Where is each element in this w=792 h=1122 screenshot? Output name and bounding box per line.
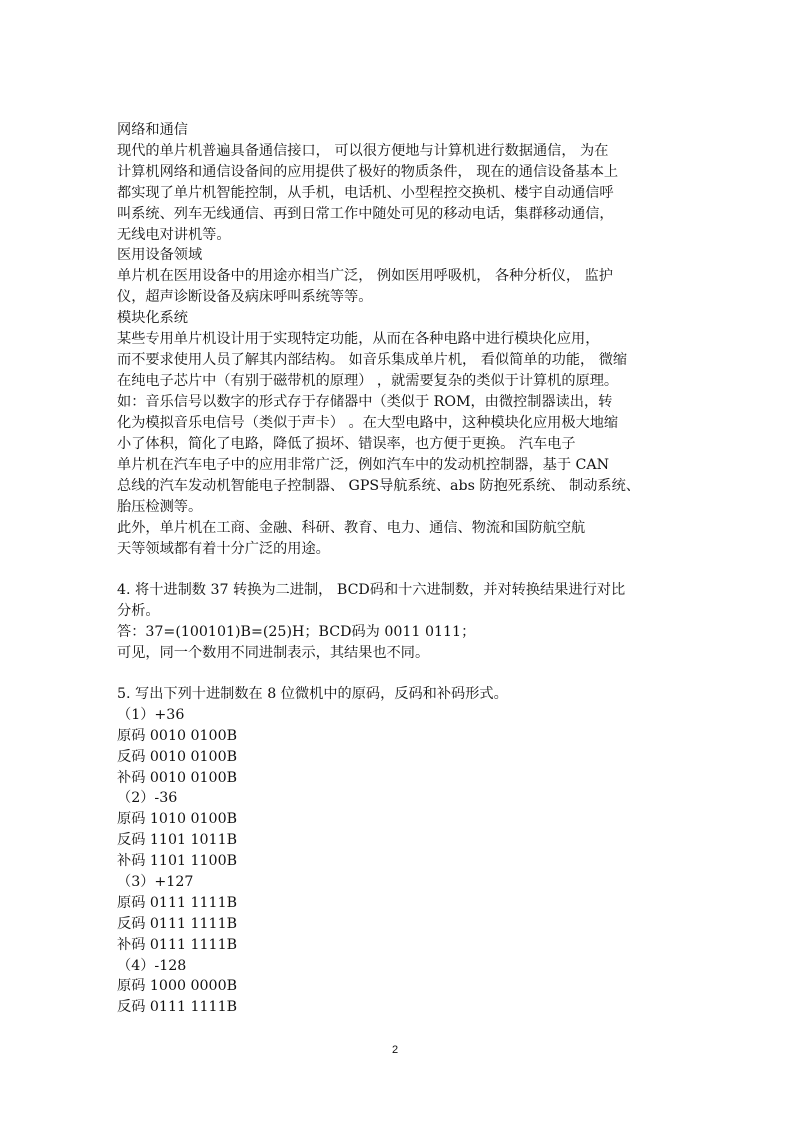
text-line: 化为模拟音乐电信号（类似于声卡） 。在大型电路中，这种模块化应用极大地缩 xyxy=(117,415,619,431)
item-heading: （4）-128 xyxy=(117,958,187,974)
text-line: 无线电对讲机等。 xyxy=(117,227,231,243)
code-line: 补码 0111 1111B xyxy=(117,937,238,953)
text-line: 单片机在汽车电子中的应用非常广泛，例如汽车中的发动机控制器，基于 CAN xyxy=(117,457,610,473)
text-line: 而不要求使用人员了解其内部结构。 如音乐集成单片机， 看似简单的功能， 微缩 xyxy=(117,352,628,368)
code-line: 补码 0010 0100B xyxy=(117,770,238,786)
section-heading: 医用设备领域 xyxy=(117,247,203,263)
text-line: 胎压检测等。 xyxy=(117,499,203,515)
item-heading: （1）+36 xyxy=(117,707,185,723)
code-line: 反码 0111 1111B xyxy=(117,999,238,1015)
section-heading: 模块化系统 xyxy=(117,310,188,326)
code-line: 补码 1101 1100B xyxy=(117,853,238,869)
text-line: 此外，单片机在工商、金融、科研、教育、电力、通信、物流和国防航空航 xyxy=(117,520,586,536)
code-line: 反码 0111 1111B xyxy=(117,916,238,932)
text-line: 仪，超声诊断设备及病床呼叫系统等等。 xyxy=(117,289,373,305)
page-number: 2 xyxy=(392,1044,399,1056)
item-heading: （2）-36 xyxy=(117,790,178,806)
question-5: 5. 写出下列十进制数在 8 位微机中的原码，反码和补码形式。 xyxy=(117,686,508,702)
code-line: 原码 1010 0100B xyxy=(117,811,238,827)
code-line: 反码 0010 0100B xyxy=(117,749,238,765)
text-line: 可见，同一个数用不同进制表示，其结果也不同。 xyxy=(117,645,430,661)
item-heading: （3）+127 xyxy=(117,874,194,890)
text-line: 总线的汽车发动机智能电子控制器、 GPS导航系统、abs 防抱死系统、 制动系统、 xyxy=(117,478,640,494)
text-line: 小了体积，简化了电路，降低了损坏、错误率，也方便于更换。 汽车电子 xyxy=(117,436,576,452)
text-line: 单片机在医用设备中的用途亦相当广泛， 例如医用呼吸机， 各种分析仪， 监护 xyxy=(117,268,613,284)
text-line: 天等领域都有着十分广泛的用途。 xyxy=(117,541,330,557)
code-line: 反码 1101 1011B xyxy=(117,832,238,848)
answer-4: 答：37=(100101)B=(25)H；BCD码为 0011 0111； xyxy=(117,624,476,640)
code-line: 原码 1000 0000B xyxy=(117,978,238,994)
text-line: 在纯电子芯片中（有别于磁带机的原理） ，就需要复杂的类似于计算机的原理。 xyxy=(117,373,619,389)
text-line: 都实现了单片机智能控制，从手机，电话机、小型程控交换机、楼宇自动通信呼 xyxy=(117,185,614,201)
text-line: 分析。 xyxy=(117,603,160,619)
text-line: 叫系统、列车无线通信、再到日常工作中随处可见的移动电话，集群移动通信， xyxy=(117,206,614,222)
text-line: 现代的单片机普遍具备通信接口， 可以很方便地与计算机进行数据通信， 为在 xyxy=(117,143,609,159)
code-line: 原码 0111 1111B xyxy=(117,895,238,911)
text-line: 计算机网络和通信设备间的应用提供了极好的物质条件， 现在的通信设备基本上 xyxy=(117,164,619,180)
question-4: 4. 将十进制数 37 转换为二进制， BCD码和十六进制数，并对转换结果进行对比 xyxy=(117,582,626,598)
text-line: 如：音乐信号以数字的形式存于存储器中（类似于 ROM，由微控制器读出，转 xyxy=(117,394,613,410)
text-line: 某些专用单片机设计用于实现特定功能，从而在各种电路中进行模块化应用， xyxy=(117,331,600,347)
code-line: 原码 0010 0100B xyxy=(117,728,238,744)
text-line: 网络和通信 xyxy=(117,122,188,138)
